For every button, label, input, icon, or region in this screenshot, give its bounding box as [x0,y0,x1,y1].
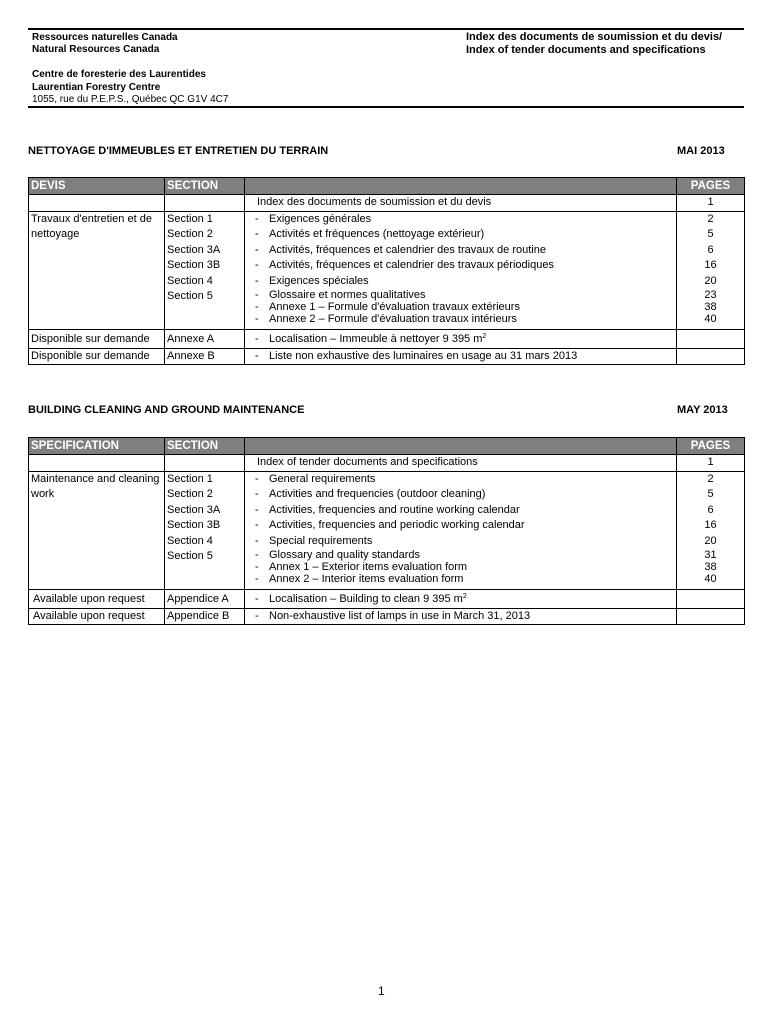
page-value: 6 [707,243,714,256]
table-row [29,590,745,609]
list-item: - Non-exhaustive list of lamps in use in March 31, 2013 [255,609,531,622]
index-table-fr [28,177,745,365]
list-item: - General requirements [255,472,376,485]
availability-label: Available upon request [33,593,145,605]
page-value: 20 [704,534,717,547]
section-label: Section 3A [167,243,221,256]
list-item: - Activités et fréquences (nettoyage extérieur) [255,228,485,240]
list-item: - Localisation – Building to clean 9 395 $m^2$ [255,593,467,605]
list-item: - Special requirements [255,534,373,547]
list-item: - Activities and frequencies (outdoor cleaning) [255,488,486,500]
page-value: 6 [707,503,714,516]
table-row [29,608,745,625]
page-value: 2 [707,472,714,485]
page-value: 31 [704,549,717,561]
page-value: 20 [704,274,717,287]
col-header-section: SECTION [165,438,245,455]
index-label: Index des documents de soumission et du devis [257,196,492,208]
table-row [29,348,745,365]
list-item: - Liste non exhaustive des luminaires en usage au 31 mars 2013 [255,349,578,362]
list-item: - Localisation – Immeuble à nettoyer 9 395 $m^2$ [255,333,487,345]
list-item: - Glossaire et normes qualitatives [255,289,426,301]
page-value: 38 [704,301,717,313]
org-name-fr: Ressources naturelles Canada [32,32,178,43]
annex-label: Annexe B [167,349,215,362]
table-row [29,455,745,472]
section-label: Section 3B [167,519,221,531]
availability-label: Disponible sur demande [31,349,150,362]
page-value: 16 [704,519,717,531]
section-label: Section 3A [167,503,221,516]
table-row [29,211,745,330]
org-name-en: Natural Resources Canada [32,44,160,55]
table-row [29,195,745,212]
col-header-blank [245,438,677,455]
list-item: - Activités, fréquences et calendrier des travaux de routine [255,243,546,256]
table-row [29,471,745,590]
page-value: 2 [707,212,714,225]
index-table-en [28,437,745,625]
page-number: 1 [378,984,385,998]
list-item: - Activities, frequencies and routine working calendar [255,503,520,516]
section-heading-en: BUILDING CLEANING AND GROUND MAINTENANCE [28,404,305,416]
page-value: 38 [704,561,717,573]
top-rule [28,28,744,30]
centre-name-en: Laurentian Forestry Centre [32,82,161,93]
list-item: - Annex 2 – Interior items evaluation form [255,573,464,585]
section-label: Section 5 [167,290,213,302]
annex-label: Appendice A [167,593,229,605]
section-label: Section 1 [167,472,213,485]
col-header-specification: SPECIFICATION [29,438,165,455]
availability-label: Disponible sur demande [31,333,150,345]
section-label: Section 2 [167,488,213,500]
doc-title-fr: Index des documents de soumission et du devis/ [466,31,723,43]
page-value: 23 [704,289,717,301]
annex-label: Appendice B [167,609,230,622]
section-label: Section 2 [167,228,213,240]
page-value: 40 [704,573,717,585]
page-value: 1 [677,455,745,472]
section-date-fr: MAI 2013 [677,145,725,157]
page-value: 16 [704,259,717,271]
list-item: - Exigences spéciales [255,274,369,287]
section-heading-fr: NETTOYAGE D'IMMEUBLES ET ENTRETIEN DU TERRAIN [28,145,329,157]
work-label: Maintenance and cleaning work [29,471,165,590]
page-value: 1 [677,195,745,212]
col-header-pages: PAGES [677,438,745,455]
index-label: Index of tender documents and specifications [257,456,478,468]
section-label: Section 4 [167,534,213,547]
availability-label: Available upon request [33,609,145,622]
section-date-en: MAY 2013 [677,404,728,416]
work-label: Travaux d'entretien et de nettoyage [29,211,165,330]
list-item: - Annexe 1 – Formule d'évaluation travaux extérieurs [255,301,520,313]
list-item: - Annexe 2 – Formule d'évaluation travaux intérieurs [255,313,517,325]
table-header-row [29,438,745,455]
annex-label: Annexe A [167,333,215,345]
table-header-row [29,178,745,195]
section-label: Section 5 [167,550,213,562]
list-item: - Activités, fréquences et calendrier des travaux périodiques [255,259,554,271]
list-item: - Glossary and quality standards [255,549,421,561]
table-row [29,330,745,349]
list-item: - Annex 1 – Exterior items evaluation form [255,561,468,573]
list-item: - Exigences générales [255,212,372,225]
col-header-devis: DEVIS [29,178,165,195]
list-item: - Activities, frequencies and periodic working calendar [255,519,525,531]
page-value: 5 [707,228,714,240]
section-label: Section 1 [167,212,213,225]
section-label: Section 3B [167,259,221,271]
doc-title-en: Index of tender documents and specifications [466,44,706,56]
centre-address: 1055, rue du P.E.P.S., Québec QC G1V 4C7 [32,94,229,105]
page-value: 5 [707,488,714,500]
col-header-section: SECTION [165,178,245,195]
col-header-blank [245,178,677,195]
col-header-pages: PAGES [677,178,745,195]
page-value: 40 [704,313,717,325]
section-label: Section 4 [167,274,213,287]
centre-name-fr: Centre de foresterie des Laurentides [32,69,206,80]
header-bottom-rule [28,106,744,108]
